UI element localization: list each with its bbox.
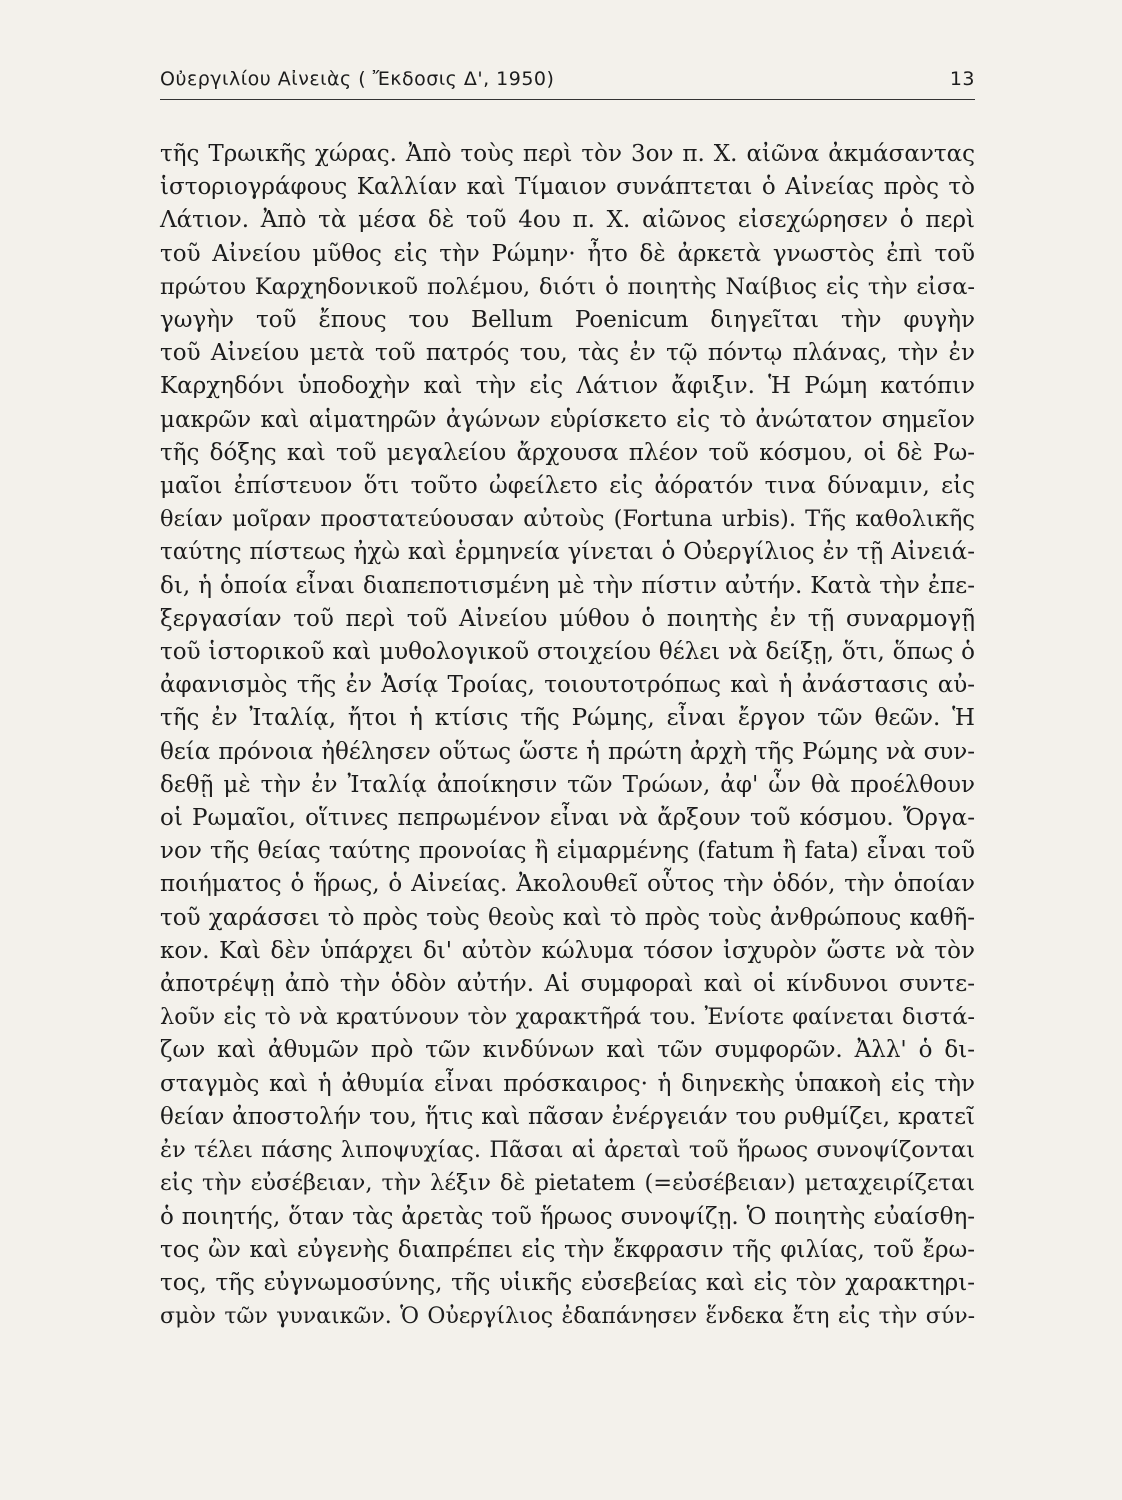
text-line: τῆς Τρωικῆς χώρας. Ἀπὸ τοὺς περὶ τὸν 3ον π. Χ. αἰῶνα ἀκμάσαντας (160, 141, 975, 167)
running-title: Οὐεργιλίου Αἰνειὰς ( Ἔκδοσις Δ', 1950) (160, 68, 555, 90)
text-line: Καρχηδόνι ὑποδοχὴν καὶ τὴν εἰς Λάτιον ἄφιξιν. Ἡ Ρώμη κατόπιν (160, 373, 975, 400)
text-line: ἀποτρέψῃ ἀπὸ τὴν ὁδὸν αὐτήν. Αἱ συμφοραὶ καὶ οἱ κίνδυνοι συντε- (160, 971, 975, 998)
text-line: γωγὴν τοῦ ἔπους του Bellum Poenicum διηγεῖται τὴν φυγὴν (160, 307, 975, 334)
text-line: ταύτης πίστεως ἠχὼ καὶ ἑρμηνεία γίνεται ὁ Οὐεργίλιος ἐν τῇ Αἰνειά- (160, 539, 975, 566)
text-line: πρώτου Καρχηδονικοῦ πολέμου, διότι ὁ ποιητὴς Ναίβιος εἰς τὴν εἰσα- (160, 273, 975, 300)
text-line: μακρῶν καὶ αἱματηρῶν ἀγώνων εὑρίσκετο εἰς τὸ ἀνώτατον σημεῖον (160, 406, 975, 433)
text-line: σταγμὸς καὶ ἡ ἀθυμία εἶναι πρόσκαιρος· ἡ διηνεκὴς ὑπακοὴ εἰς τὴν (160, 1070, 975, 1097)
page-number: 13 (949, 68, 975, 90)
text-line: ἐν τέλει πάσης λιποψυχίας. Πᾶσαι αἱ ἀρεταὶ τοῦ ἥρωος συνοψίζονται (160, 1137, 975, 1164)
text-line: ἀφανισμὸς τῆς ἐν Ἀσίᾳ Τροίας, τοιουτοτρόπως καὶ ἡ ἀνάστασις αὐ- (160, 672, 975, 699)
text-line: ὁ ποιητής, ὅταν τὰς ἀρετὰς τοῦ ἥρωος συνοψίζῃ. Ὁ ποιητὴς εὐαίσθη- (160, 1203, 975, 1230)
text-line: τοῦ χαράσσει τὸ πρὸς τοὺς θεοὺς καὶ τὸ πρὸς τοὺς ἀνθρώπους καθῆ- (160, 904, 975, 931)
text-line: τοῦ Αἰνείου μῦθος εἰς τὴν Ρώμην· ἦτο δὲ ἀρκετὰ γνωστὸς ἐπὶ τοῦ (160, 240, 975, 267)
body-text (160, 138, 975, 1333)
text-line: θεία πρόνοια ἠθέλησεν οὕτως ὥστε ἡ πρώτη ἀρχὴ τῆς Ρώμης νὰ συν- (160, 738, 975, 765)
text-line: ποιήματος ὁ ἥρως, ὁ Αἰνείας. Ἀκολουθεῖ οὗτος τὴν ὁδόν, τὴν ὁποίαν (160, 871, 975, 898)
text-line: Λάτιον. Ἀπὸ τὰ μέσα δὲ τοῦ 4ου π. Χ. αἰῶνος εἰσεχώρησεν ὁ περὶ (160, 207, 975, 234)
text-line: θείαν μοῖραν προστατεύουσαν αὐτοὺς (Fortuna urbis). Τῆς καθολικῆς (160, 506, 975, 533)
text-line: τοῦ Αἰνείου μετὰ τοῦ πατρός του, τὰς ἐν τῷ πόντῳ πλάνας, τὴν ἐν (160, 340, 975, 367)
text-line: μαῖοι ἐπίστευον ὅτι τοῦτο ὠφείλετο εἰς ἀόρατόν τινα δύναμιν, εἰς (160, 473, 975, 500)
text-line: τῆς δόξης καὶ τοῦ μεγαλείου ἄρχουσα πλέον τοῦ κόσμου, οἱ δὲ Ρω- (160, 439, 975, 466)
text-line: τῆς ἐν Ἰταλίᾳ, ἤτοι ἡ κτίσις τῆς Ρώμης, εἶναι ἔργον τῶν θεῶν. Ἡ (160, 705, 975, 732)
text-line: τοῦ ἱστορικοῦ καὶ μυθολογικοῦ στοιχείου θέλει νὰ δείξῃ, ὅτι, ὅπως ὁ (160, 639, 975, 666)
text-line: δεθῇ μὲ τὴν ἐν Ἰταλίᾳ ἀποίκησιν τῶν Τρώων, ἀφ' ὧν θὰ προέλθουν (160, 771, 975, 798)
text-line: οἱ Ρωμαῖοι, οἵτινες πεπρωμένον εἶναι νὰ ἄρξουν τοῦ κόσμου. Ὄργα- (160, 805, 975, 832)
text-line: ἱστοριογράφους Καλλίαν καὶ Τίμαιον συνάπτεται ὁ Αἰνείας πρὸς τὸ (160, 174, 975, 201)
text-line: κον. Καὶ δὲν ὑπάρχει δι' αὐτὸν κώλυμα τόσον ἰσχυρὸν ὥστε νὰ τὸν (160, 937, 975, 964)
text-line: εἰς τὴν εὐσέβειαν, τὴν λέξιν δὲ pietatem (=εὐσέβειαν) μεταχειρίζεται (160, 1170, 975, 1197)
text-line: τος, τῆς εὐγνωμοσύνης, τῆς υἱικῆς εὐσεβείας καὶ εἰς τὸν χαρακτηρι- (160, 1269, 975, 1296)
text-line: σμὸν τῶν γυναικῶν. Ὁ Οὐεργίλιος ἐδαπάνησεν ἕνδεκα ἔτη εἰς τὴν σύν- (160, 1304, 975, 1330)
text-line: θείαν ἀποστολήν του, ἥτις καὶ πᾶσαν ἐνέργειάν του ρυθμίζει, κρατεῖ (160, 1103, 975, 1130)
running-head (160, 68, 975, 100)
text-line: νον τῆς θείας ταύτης προνοίας ἢ εἱμαρμένης (fatum ἢ fata) εἶναι τοῦ (160, 838, 975, 865)
text-line: ξεργασίαν τοῦ περὶ τοῦ Αἰνείου μύθου ὁ ποιητὴς ἐν τῇ συναρμογῇ (160, 605, 975, 632)
text-line: τος ὢν καὶ εὐγενὴς διαπρέπει εἰς τὴν ἔκφρασιν τῆς φιλίας, τοῦ ἔρω- (160, 1236, 975, 1263)
text-line: λοῦν εἰς τὸ νὰ κρατύνουν τὸν χαρακτῆρά του. Ἐνίοτε φαίνεται διστά- (160, 1004, 975, 1031)
text-line: ζων καὶ ἀθυμῶν πρὸ τῶν κινδύνων καὶ τῶν συμφορῶν. Ἀλλ' ὁ δι- (160, 1037, 975, 1064)
text-line: δι, ἡ ὁποία εἶναι διαπεποτισμένη μὲ τὴν πίστιν αὐτήν. Κατὰ τὴν ἐπε- (160, 572, 975, 599)
